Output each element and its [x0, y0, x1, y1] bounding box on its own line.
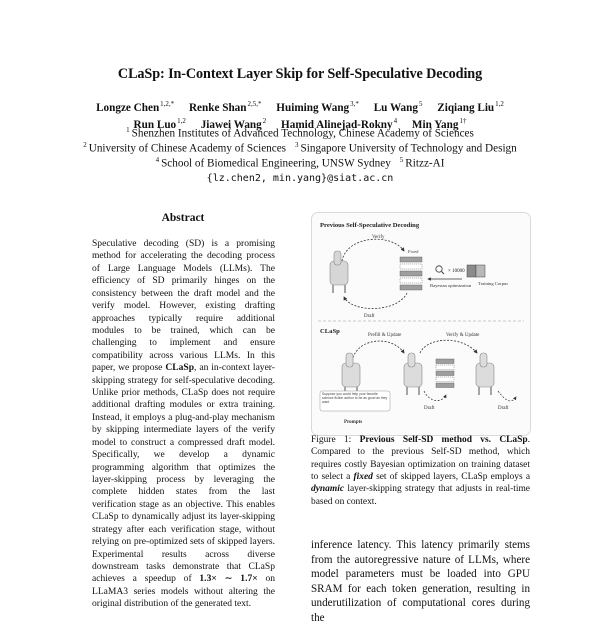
fig-top-title: Previous Self-Speculative Decoding: [320, 222, 420, 229]
author: Min Yang$^{1\dagger}$: [411, 117, 467, 131]
llama-icon: [342, 353, 360, 395]
paper-title: CLaSp: In-Context Layer Skip for Self-Speculative Decoding: [117, 66, 483, 82]
affiliation-line-1: $^1$ Shenzhen Institutes of Advanced Technology, Chinese Academy of Sciences: [126, 126, 474, 140]
fig-top-arc: [342, 239, 404, 261]
fig-fixed-label: Fixed: [408, 249, 419, 254]
layer-stack-icon: [400, 257, 422, 290]
author: Lu Wang$^5$: [373, 100, 423, 114]
fig-corpus-label: Training Corpus: [478, 281, 509, 286]
contact-emails: {lz.chen2, min.yang}@siat.ac.cn: [206, 173, 394, 184]
fig-prefill-label: Prefill & Update: [368, 333, 402, 338]
fig-prompt-text-wrap: [322, 392, 388, 410]
fig-bayes-label: Bayesian optimization: [430, 283, 472, 288]
affiliation-line-2: $^2$ University of Chinese Academy of Sciences $^3$ Singapore University of Technology and Design: [83, 141, 517, 155]
author: Huiming Wang$^{3,*}$: [276, 100, 359, 114]
llama-icon: [330, 251, 348, 293]
fig-verify-update-label: Verify & Update: [446, 333, 480, 338]
book-icon: [467, 265, 485, 277]
fig-draft-label: Draft: [364, 314, 375, 319]
abstract-body: Speculative decoding (SD) is a promising method for accelerating the decoding process of Large Language Models (LLMs). The efficiency of SD primarily hinges on the consistency between the draft model and the verify model. However, existing drafting approaches typically require additional modules to be trained, which can be challenging to implement and ensure compatibility across various LLMs. In this paper, we propose CLaSp, an in-context layer-skipping strategy for self-speculative decoding. Unlike prior methods, CLaSp does not require additional drafting modules or extra training. Instead, it employs a plug-and-play mechanism by skipping intermediate layers of the verify model to construct a compressed draft model. Specifically, we develop a dynamic programming algorithm that optimizes the layer-skipping process by leveraging the complete hidden states from the last verification stage as an objective. This enables CLaSp to dynamically adjust its layer-skipping strategy after each verification stage, without relying on pre-optimized sets of skipped layers. Experimental results across diverse downstream tasks demonstrate that CLaSp achieves a speedup of 1.3× ∼ 1.7× on LLaMA3 series models without altering the original distribution of the generated text.: [92, 238, 275, 610]
figure-1: [311, 212, 531, 436]
fig-count-label: × 10000: [448, 269, 465, 274]
fig-verify-label: Verify: [372, 235, 385, 240]
search-icon: [436, 266, 444, 274]
affiliation-line-3: $^4$ School of Biomedical Engineering, UNSW Sydney $^5$ Ritzz-AI: [155, 156, 445, 170]
fig-prompt-text: Suppose you could help your favorite science fiction author to be as good as they want: [322, 392, 388, 405]
author: Longze Chen$^{1,2,*}$: [96, 100, 175, 114]
figure-diagram: [312, 213, 530, 435]
author: Renke Shan$^{2,5,*}$: [188, 100, 262, 114]
fig-prompts-label: Prompts: [344, 420, 363, 425]
fig-bottom-title: CLaSp: [320, 328, 340, 335]
authors-line-1: [0, 100, 600, 114]
fig-draft-label-2: Draft: [424, 406, 435, 411]
figure-caption: Figure 1: Previous Self-SD method vs. CLaSp. Compared to the previous Self-SD method, which requires costly Bayesian optimization on training dataset to select a fixed set of skipped layers, CLaSp employs a dynamic layer-skipping strategy that adjusts in real-time based on context.: [311, 435, 531, 507]
fig-bottom-arc: [344, 293, 407, 309]
intro-body-text: inference latency. This latency primarily stems from the autoregressive nature of LLMs, where model parameters must be loaded into GPU SRAM for each token generation, resulting in underutilization of computational cores during the: [311, 539, 530, 624]
fig-draft-label-3: Draft: [498, 406, 509, 411]
author: Ziqiang Liu$^{1,2}$: [437, 100, 504, 114]
author: Hamid Alinejad-Rokny$^4$: [281, 117, 398, 131]
layer-stack-icon: [436, 359, 454, 388]
author: Jiawei Wang$^2$: [200, 117, 267, 131]
abstract-heading: Abstract: [161, 212, 205, 224]
llama-icon: [476, 353, 494, 395]
llama-icon: [404, 353, 422, 395]
author: Run Luo$^{1,2}$: [133, 117, 186, 131]
